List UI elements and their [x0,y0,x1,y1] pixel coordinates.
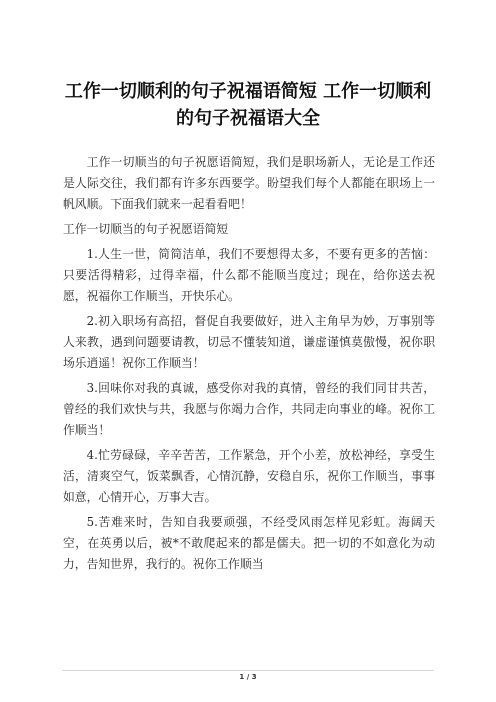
list-item: 2.初入职场有高招，督促自我要做好，进入主角早为妙，万事别等人来教，遇到问题要请教，切忌不懂装知道，谦虚谨慎莫傲慢，祝你职场乐逍遥！祝你工作顺当！ [63,314,435,370]
document-body [63,152,435,579]
list-item: 1.人生一世，简简洁单，我们不要想得太多，不要有更多的苦恼：只要活得精彩，过得幸福，什么都不能顺当度过；现在，给你送去祝愿，祝福你工作顺当，开快乐心。 [63,247,435,303]
list-item: 4.忙劳碌碌，辛辛苦苦，工作紧急，开个小差，放松神经，享受生活，清爽空气，饭菜飘香，心情沉静，安稳自乐，祝你工作顺当，事事如意，心情开心，万事大吉。 [63,448,435,504]
list-item: 5.苦难来时，告知自我要顽强，不经受风雨怎样见彩虹。海阔天空，在英勇以后，被*不敢爬起来的都是儒夫。把一切的不如意化为动力，告知世界，我行的。祝你工作顺当 [63,515,435,571]
intro-paragraph: 工作一切顺当的句子祝愿语简短，我们是职场新人，无论是工作还是人际交往，我们都有许多东西要学。盼望我们每个人都能在职场上一帆风顺。下面我们就来一起看看吧！ [63,155,435,211]
footer-divider [62,670,434,671]
section-heading: 工作一切顺当的句子祝愿语简短 [63,222,229,236]
page-number: 1 / 3 [239,673,257,681]
page-title: 工作一切顺利的句子祝福语简短 工作一切顺利的句子祝福语大全 [64,81,432,129]
list-item: 3.回味你对我的真诚，感受你对我的真情，曾经的我们同甘共苦，曾经的我们欢快与共，我愿与你竭力合作，共同走向事业的峰。祝你工作顺当！ [63,381,435,437]
